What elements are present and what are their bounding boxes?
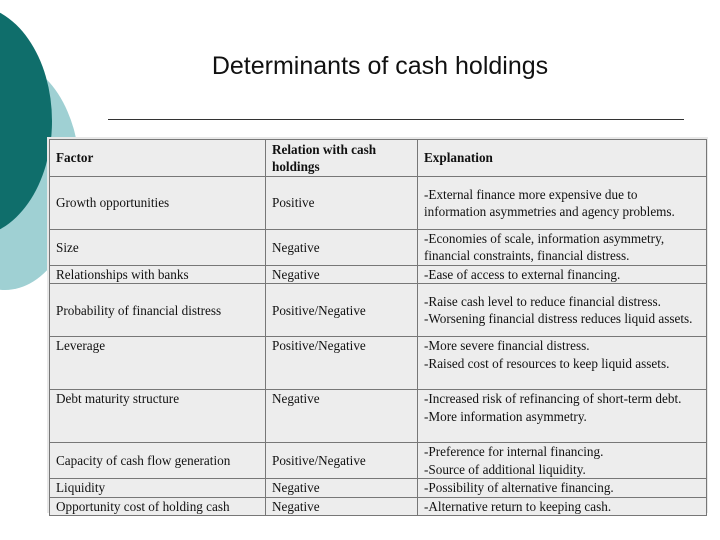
relation-cell: Positive/Negative	[266, 443, 418, 479]
factor-cell: Relationships with banks	[50, 265, 266, 283]
factor-cell: Capacity of cash flow generation	[50, 443, 266, 479]
explanation-line: -Raise cash level to reduce financial distress.	[424, 293, 661, 309]
header-factor: Factor	[50, 140, 266, 177]
explanation-cell	[418, 390, 707, 443]
header-relation: Relation with cash holdings	[266, 140, 418, 177]
relation-cell: Positive/Negative	[266, 284, 418, 337]
explanation-cell	[418, 230, 707, 266]
explanation-line: -Ease of access to external financing.	[424, 266, 621, 282]
header-explanation: Explanation	[418, 140, 707, 177]
relation-cell: Negative	[266, 265, 418, 283]
table-header-row	[50, 140, 707, 177]
explanation-cell	[418, 479, 707, 497]
explanation-line: -Preference for internal financing.	[424, 444, 604, 460]
explanation-line: -Source of additional liquidity.	[424, 461, 586, 477]
relation-cell: Negative	[266, 230, 418, 266]
title-divider	[108, 119, 684, 120]
factor-cell: Growth opportunities	[50, 177, 266, 230]
relation-cell: Negative	[266, 479, 418, 497]
explanation-cell	[418, 284, 707, 337]
explanation-line: -Raised cost of resources to keep liquid assets.	[424, 355, 670, 371]
factor-cell: Liquidity	[50, 479, 266, 497]
relation-cell: Negative	[266, 497, 418, 515]
factor-cell: Size	[50, 230, 266, 266]
explanation-cell	[418, 337, 707, 390]
relation-cell: Positive	[266, 177, 418, 230]
relation-cell: Negative	[266, 390, 418, 443]
explanation-line: -External finance more expensive due to information asymmetries and agency problems.	[424, 186, 675, 219]
explanation-line: -Increased risk of refinancing of short-term debt.	[424, 391, 682, 407]
factor-cell: Probability of financial distress	[50, 284, 266, 337]
explanation-line: -More information asymmetry.	[424, 408, 587, 424]
explanation-line: -Economies of scale, information asymmetry, financial constraints, financial distress.	[424, 231, 665, 264]
table-row	[50, 230, 707, 266]
relation-cell: Positive/Negative	[266, 337, 418, 390]
explanation-line: -Alternative return to keeping cash.	[424, 498, 612, 514]
determinants-table	[49, 139, 707, 516]
explanation-line: -More severe financial distress.	[424, 338, 590, 354]
table-row	[50, 443, 707, 479]
explanation-cell	[418, 497, 707, 515]
factor-cell: Debt maturity structure	[50, 390, 266, 443]
table-row	[50, 479, 707, 497]
explanation-cell	[418, 265, 707, 283]
explanation-cell	[418, 177, 707, 230]
table-row	[50, 390, 707, 443]
table-row	[50, 177, 707, 230]
slide-title: Determinants of cash holdings	[211, 52, 549, 80]
table-row	[50, 497, 707, 515]
factor-cell: Opportunity cost of holding cash	[50, 497, 266, 515]
table-row	[50, 284, 707, 337]
explanation-line: -Possibility of alternative financing.	[424, 480, 614, 496]
explanation-line: -Worsening financial distress reduces liquid assets.	[424, 311, 693, 327]
factor-cell: Leverage	[50, 337, 266, 390]
table-row	[50, 265, 707, 283]
explanation-cell	[418, 443, 707, 479]
table-row	[50, 337, 707, 390]
